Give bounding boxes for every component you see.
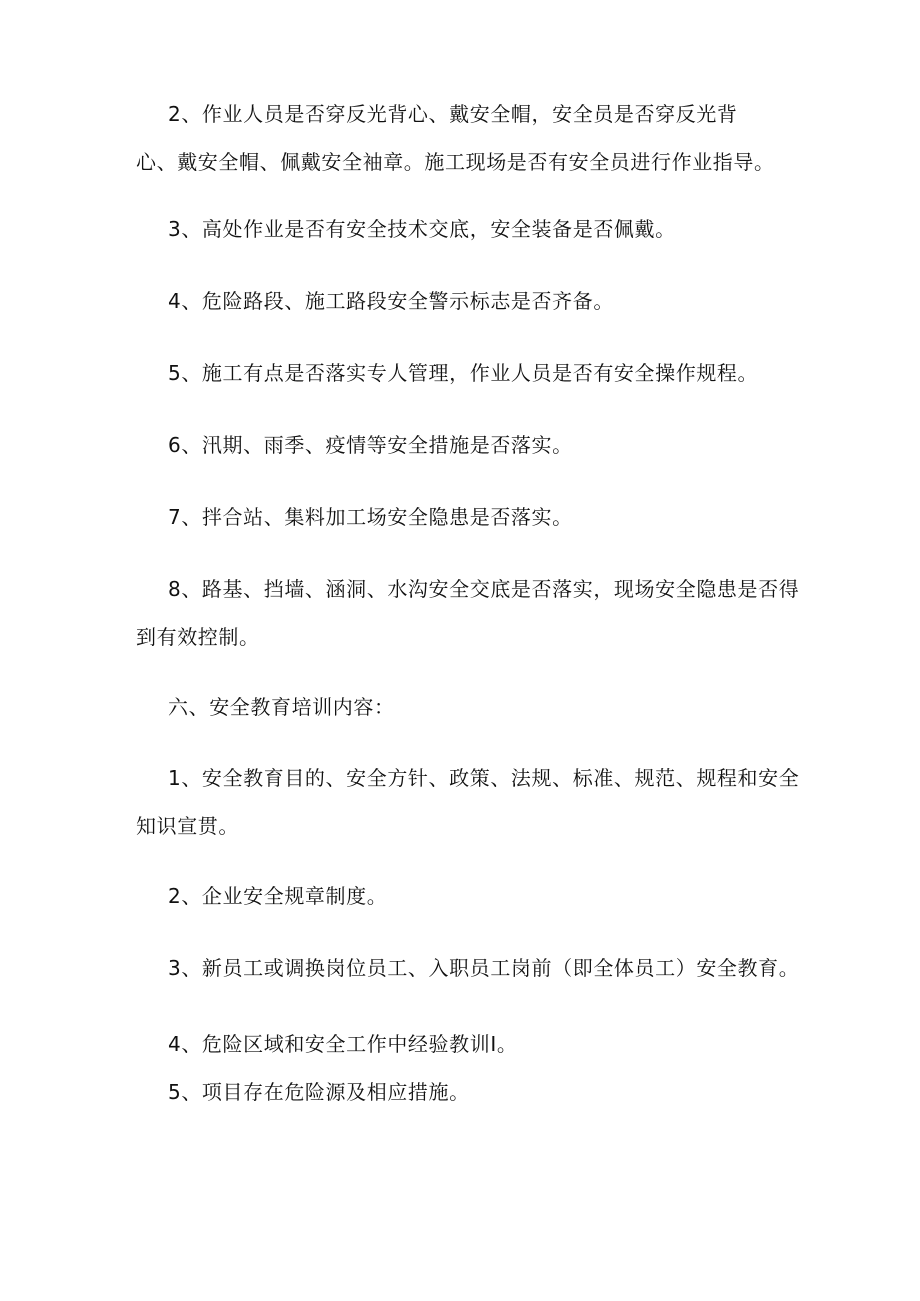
training-item-3: 3、新员工或调换岗位员工、入职员工岗前（即全体员工）安全教育。 (168, 956, 800, 980)
item-5: 5、施工有点是否落实专人管理，作业人员是否有安全操作规程。 (168, 361, 759, 385)
item-3: 3、高处作业是否有安全技术交底，安全装备是否佩戴。 (168, 217, 676, 241)
training-item-5: 5、项目存在危险源及相应措施。 (168, 1080, 470, 1104)
item-8-line-1: 8、路基、挡墙、涵洞、水沟安全交底是否落实，现场安全隐患是否得 (168, 577, 800, 601)
item-2-line-2: 心、戴安全帽、佩戴安全袖章。施工现场是否有安全员进行作业指导。 (136, 150, 775, 174)
item-7: 7、拌合站、集料加工场安全隐患是否落实。 (168, 505, 573, 529)
training-item-4: 4、危险区域和安全工作中经验教训I。 (168, 1032, 518, 1056)
section-heading: 六、安全教育培训内容： (168, 695, 395, 719)
training-item-2: 2、企业安全规章制度。 (168, 884, 388, 908)
item-4: 4、危险路段、施工路段安全警示标志是否齐备。 (168, 289, 614, 313)
training-item-1-line-1: 1、安全教育目的、安全方针、政策、法规、标准、规范、规程和安全 (168, 766, 800, 790)
item-8-line-2: 到有效控制。 (136, 625, 260, 649)
item-6: 6、汛期、雨季、疫情等安全措施是否落实。 (168, 433, 573, 457)
training-item-1-line-2: 知识宣贯。 (136, 814, 239, 838)
item-2-line-1: 2、作业人员是否穿反光背心、戴安全帽，安全员是否穿反光背 (168, 102, 738, 126)
